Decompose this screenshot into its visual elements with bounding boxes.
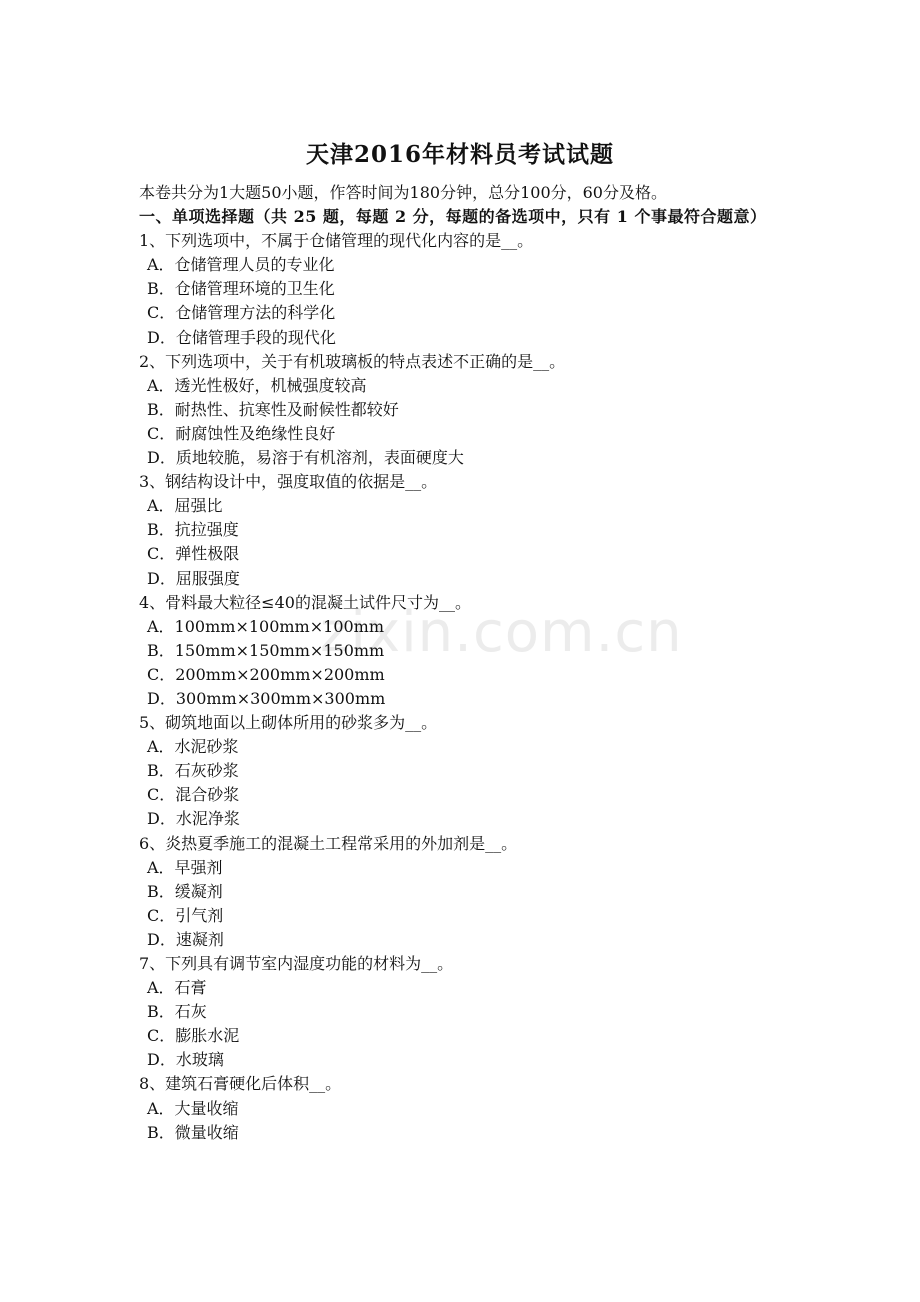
question-stem: 8、建筑石膏硬化后体积__。 (139, 1074, 342, 1094)
option-b: B．抗拉强度 (147, 520, 239, 540)
document-title: 天津2016年材料员考试试题 (305, 141, 614, 168)
option-a: A．透光性极好，机械强度较高 (147, 375, 367, 395)
question-7 (139, 952, 789, 1072)
question-8 (139, 1072, 789, 1144)
option-b: B．150mm×150mm×150mm (147, 640, 385, 660)
watermark: zixin.com.cn (320, 600, 683, 665)
option-d: D．质地较脆，易溶于有机溶剂，表面硬度大 (147, 448, 464, 468)
option-a: A．屈强比 (147, 496, 223, 516)
question-stem: 6、炎热夏季施工的混凝土工程常采用的外加剂是__。 (139, 833, 518, 853)
option-a: A．早强剂 (147, 857, 223, 877)
option-b: B．石灰砂浆 (147, 761, 239, 781)
option-b: B．微量收缩 (147, 1122, 239, 1142)
option-c: C．混合砂浆 (147, 785, 240, 805)
option-b: B．缓凝剂 (147, 881, 223, 901)
question-stem: 4、骨料最大粒径≤40的混凝土试件尺寸为__。 (139, 592, 471, 612)
option-c: C．200mm×200mm×200mm (147, 664, 385, 684)
option-a: A．水泥砂浆 (147, 737, 239, 757)
option-c: C．引气剂 (147, 905, 224, 925)
option-a: A．仓储管理人员的专业化 (147, 255, 335, 275)
option-d: D．水玻璃 (147, 1050, 224, 1070)
question-stem: 7、下列具有调节室内湿度功能的材料为__。 (139, 954, 454, 973)
question-6 (139, 832, 789, 952)
option-b: B．耐热性、抗寒性及耐候性都较好 (147, 399, 399, 419)
option-c: C．膨胀水泥 (147, 1026, 240, 1046)
exam-intro: 本卷共分为1大题50小题，作答时间为180分钟，总分100分，60分及格。 (139, 183, 667, 202)
option-c: C．耐腐蚀性及绝缘性良好 (147, 423, 336, 443)
option-a: A．100mm×100mm×100mm (147, 616, 385, 636)
question-list (139, 229, 789, 1145)
option-d: D．屈服强度 (147, 568, 240, 588)
document-body (139, 181, 789, 1145)
option-a: A．大量收缩 (147, 1098, 239, 1118)
section-heading: 一、单项选择题（共 25 题，每题 2 分，每题的备选项中，只有 1 个事最符合题意） (139, 207, 767, 227)
option-d: D．水泥净浆 (147, 809, 240, 829)
option-b: B．石灰 (147, 1002, 207, 1022)
option-c: C．弹性极限 (147, 544, 240, 564)
option-a: A．石膏 (147, 978, 207, 998)
option-d: D．300mm×300mm×300mm (147, 688, 386, 708)
question-3 (139, 470, 789, 590)
question-stem: 1、下列选项中，不属于仓储管理的现代化内容的是__。 (139, 231, 534, 251)
question-5 (139, 711, 789, 831)
question-4 (139, 591, 789, 711)
option-c: C．仓储管理方法的科学化 (147, 303, 336, 323)
question-stem: 5、砌筑地面以上砌体所用的砂浆多为__。 (139, 713, 438, 733)
question-2 (139, 350, 789, 470)
option-d: D．速凝剂 (147, 929, 224, 949)
question-stem: 3、钢结构设计中，强度取值的依据是__。 (139, 472, 438, 492)
question-1 (139, 229, 789, 349)
option-b: B．仓储管理环境的卫生化 (147, 279, 335, 299)
question-stem: 2、下列选项中，关于有机玻璃板的特点表述不正确的是__。 (139, 351, 566, 371)
option-d: D．仓储管理手段的现代化 (147, 327, 336, 347)
